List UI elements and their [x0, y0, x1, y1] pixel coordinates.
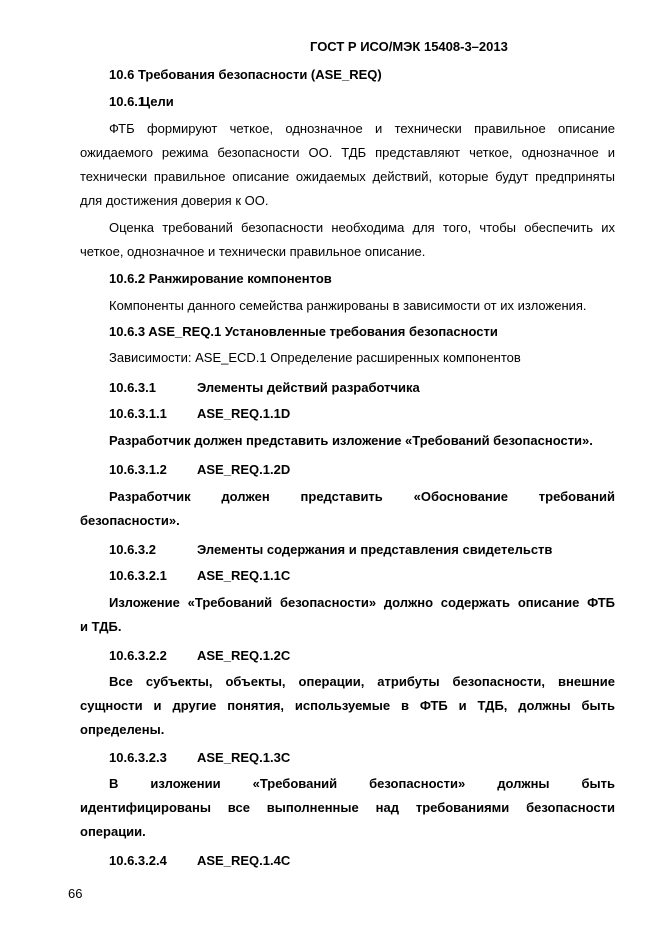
paragraph-line: Все субъекты, объекты, операции, атрибуты безопасности, внешние: [109, 674, 615, 689]
section-title: Элементы содержания и представления свидетельств: [197, 542, 553, 557]
section-heading-10-6: [109, 67, 615, 83]
paragraph-line: для достижения доверия к ОО.: [80, 193, 269, 208]
section-heading-10-6-3-2-4: [109, 853, 615, 869]
paragraph-line: Разработчик должен представить «Обоснование требований: [109, 489, 615, 504]
section-number: 10.6.3.2.3: [109, 750, 167, 765]
section-title: Требования безопасности (ASE_REQ): [137, 67, 382, 82]
section-title: Ранжирование компонентов: [148, 271, 332, 286]
section-heading-10-6-3-2-1: [109, 568, 615, 584]
section-number: 10.6.3: [109, 324, 146, 339]
paragraph-line: Компоненты данного семейства ранжированы в зависимости от их изложения.: [109, 298, 587, 313]
page-number: 66: [68, 886, 83, 901]
section-heading-10-6-3-1-1: [109, 406, 615, 422]
section-number: 10.6.2: [109, 271, 146, 286]
paragraph-line: Зависимости: ASE_ECD.1 Определение расширенных компонентов: [109, 350, 521, 365]
document-header: ГОСТ Р ИСО/МЭК 15408-3–2013: [310, 39, 508, 54]
section-heading-10-6-3-1: [109, 380, 615, 396]
section-title: ASE_REQ.1.1D: [197, 406, 291, 421]
paragraph-line: операции.: [80, 824, 146, 839]
section-title: Цели: [140, 94, 174, 109]
paragraph-line: сущности и другие понятия, используемые в ФТБ и ТДБ, должны быть: [80, 698, 615, 713]
section-number: 10.6: [109, 67, 135, 82]
section-heading-10-6-3-2-2: [109, 648, 615, 664]
paragraph-line: В изложении «Требований безопасности» должны быть: [109, 776, 615, 791]
section-title: ASE_REQ.1.2C: [197, 648, 291, 663]
paragraph-line: определены.: [80, 722, 165, 737]
paragraph-line: безопасности».: [80, 513, 180, 528]
section-heading-10-6-3-2: [109, 542, 615, 558]
section-title: Элементы действий разработчика: [197, 380, 420, 395]
paragraph-line: идентифицированы все выполненные над требованиями безопасности: [80, 800, 615, 815]
section-number: 10.6.3.2.1: [109, 568, 167, 583]
section-number: 10.6.3.1.1: [109, 406, 167, 421]
section-heading-10-6-2: [109, 271, 615, 287]
paragraph-line: технически правильное описание ожидаемых действий, которые будут предприняты: [80, 169, 615, 184]
section-heading-10-6-3-2-3: [109, 750, 615, 766]
section-number: 10.6.3.1: [109, 380, 156, 395]
section-title: ASE_REQ.1.3C: [197, 750, 291, 765]
section-number: 10.6.1: [109, 94, 146, 109]
paragraph-line: ФТБ формируют четкое, однозначное и технически правильное описание: [109, 121, 615, 136]
section-number: 10.6.3.2.2: [109, 648, 167, 663]
paragraph-line: четкое, однозначное и технически правильное описание.: [80, 244, 426, 259]
section-heading-10-6-3-1-2: [109, 462, 615, 478]
section-title: ASE_REQ.1.4C: [197, 853, 291, 868]
paragraph-line: Разработчик должен представить изложение «Требований безопасности».: [109, 433, 593, 448]
paragraph-line: ожидаемого режима безопасности ОО. ТДБ представляют четкое, однозначное и: [80, 145, 615, 160]
paragraph-line: и ТДБ.: [80, 619, 122, 634]
section-number: 10.6.3.1.2: [109, 462, 167, 477]
section-number: 10.6.3.2.4: [109, 853, 167, 868]
section-number: 10.6.3.2: [109, 542, 156, 557]
section-heading-10-6-1: [109, 94, 615, 110]
section-title: ASE_REQ.1.1C: [197, 568, 291, 583]
section-heading-10-6-3: [109, 324, 615, 340]
section-title: ASE_REQ.1 Установленные требования безопасности: [148, 324, 498, 339]
section-title: ASE_REQ.1.2D: [197, 462, 291, 477]
paragraph-line: Оценка требований безопасности необходима для того, чтобы обеспечить их: [109, 220, 615, 235]
paragraph-line: Изложение «Требований безопасности» должно содержать описание ФТБ: [109, 595, 615, 610]
